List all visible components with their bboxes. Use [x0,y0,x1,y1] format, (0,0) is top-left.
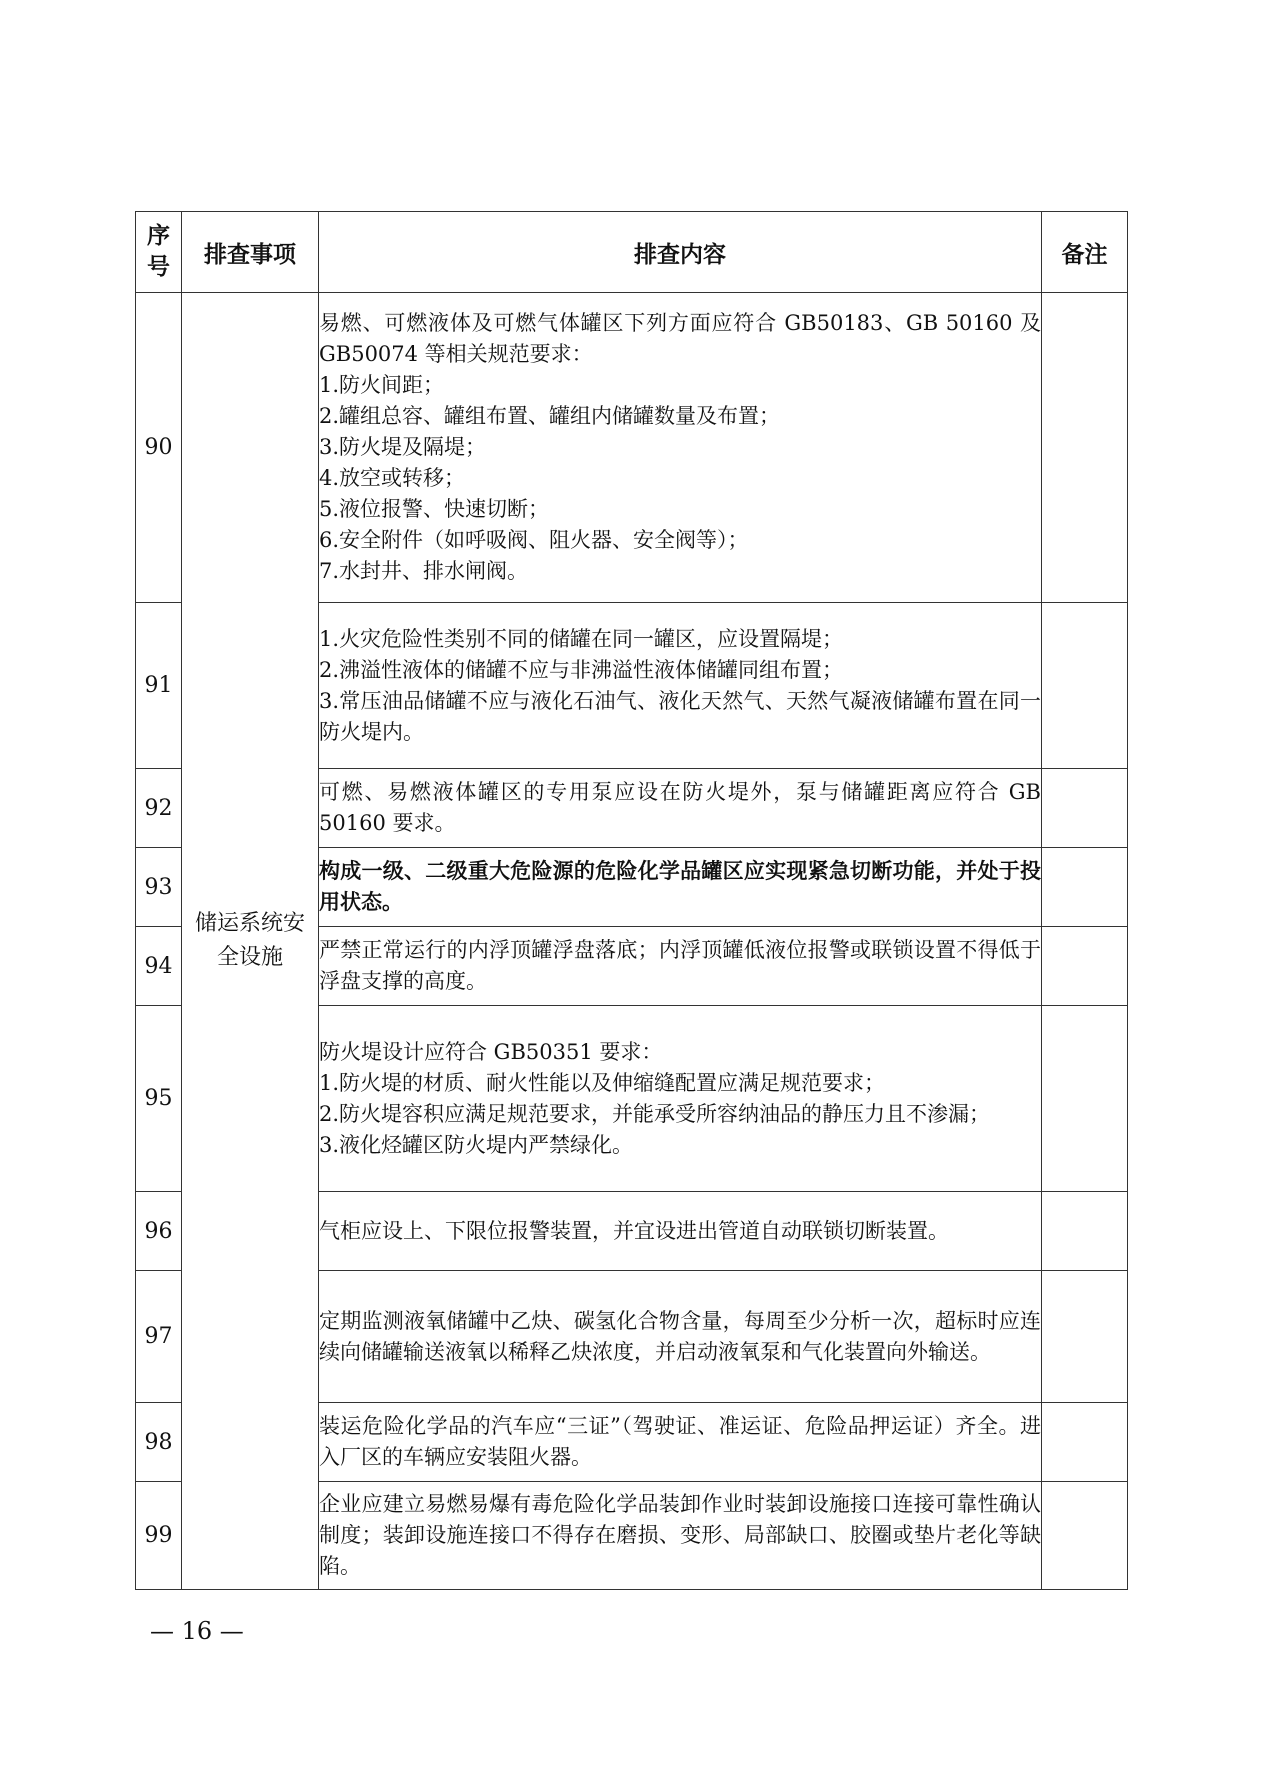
row-note [1042,603,1128,769]
row-number: 92 [136,769,182,848]
row-content: 1.火灾危险性类别不同的储罐在同一罐区，应设置隔堤； 2.沸溢性液体的储罐不应与非沸溢性液体储罐同组布置； 3.常压油品储罐不应与液化石油气、液化天然气、天然气凝液储罐布置在同一防火堤内。 [319,603,1042,769]
row-content: 企业应建立易燃易爆有毒危险化学品装卸作业时装卸设施接口连接可靠性确认制度；装卸设施连接口不得存在磨损、变形、局部缺口、胶圈或垫片老化等缺陷。 [319,1482,1042,1590]
row-content: 易燃、可燃液体及可燃气体罐区下列方面应符合 GB50183、GB 50160 及 GB50074 等相关规范要求： 1.防火间距； 2.罐组总容、罐组布置、罐组内储罐数量及布置； 3.防火堤及隔堤； 4.放空或转移； 5.液位报警、快速切断； 6.安全附件（如呼吸阀、阻火器、安全阀等）； 7.水封井、排水闸阀。 [319,293,1042,603]
row-number: 94 [136,927,182,1006]
row-number: 91 [136,603,182,769]
row-note [1042,848,1128,927]
row-content: 定期监测液氧储罐中乙炔、碳氢化合物含量，每周至少分析一次，超标时应连续向储罐输送液氧以稀释乙炔浓度，并启动液氧泵和气化装置向外输送。 [319,1271,1042,1403]
row-content: 可燃、易燃液体罐区的专用泵应设在防火堤外，泵与储罐距离应符合 GB 50160 要求。 [319,769,1042,848]
row-content: 装运危险化学品的汽车应“三证”（驾驶证、准运证、危险品押运证）齐全。进入厂区的车辆应安装阻火器。 [319,1403,1042,1482]
table-row [136,293,1128,603]
header-item: 排查事项 [182,212,319,293]
row-number: 93 [136,848,182,927]
row-number: 95 [136,1006,182,1192]
row-note [1042,1192,1128,1271]
row-note [1042,1403,1128,1482]
header-seq: 序号 [136,212,182,293]
row-note [1042,927,1128,1006]
row-content: 防火堤设计应符合 GB50351 要求： 1.防火堤的材质、耐火性能以及伸缩缝配置应满足规范要求； 2.防火堤容积应满足规范要求，并能承受所容纳油品的静压力且不渗漏； 3.液化烃罐区防火堤内严禁绿化。 [319,1006,1042,1192]
row-number: 99 [136,1482,182,1590]
row-note [1042,769,1128,848]
row-note [1042,293,1128,603]
row-number: 98 [136,1403,182,1482]
row-note [1042,1482,1128,1590]
row-content: 构成一级、二级重大危险源的危险化学品罐区应实现紧急切断功能，并处于投用状态。 [319,848,1042,927]
inspection-table [135,211,1128,1590]
row-content: 气柜应设上、下限位报警装置，并宜设进出管道自动联锁切断装置。 [319,1192,1042,1271]
header-row [136,212,1128,293]
row-note [1042,1271,1128,1403]
row-note [1042,1006,1128,1192]
row-number: 96 [136,1192,182,1271]
row-number: 97 [136,1271,182,1403]
header-note: 备注 [1042,212,1128,293]
header-content: 排查内容 [319,212,1042,293]
row-content: 严禁正常运行的内浮顶罐浮盘落底；内浮顶罐低液位报警或联锁设置不得低于浮盘支撑的高度。 [319,927,1042,1006]
page-number: — 16 — [150,1617,244,1645]
row-number: 90 [136,293,182,603]
category-cell: 储运系统安全设施 [182,293,319,1590]
